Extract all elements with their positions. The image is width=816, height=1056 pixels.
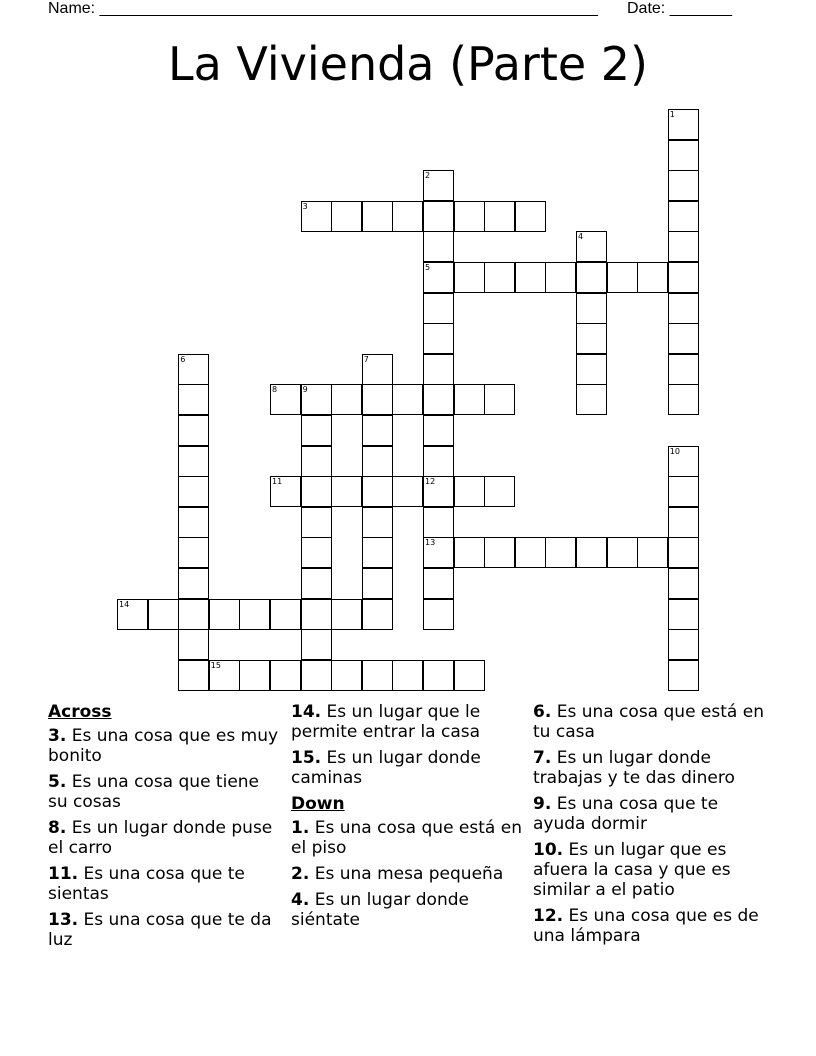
crossword-cell[interactable]: [454, 476, 485, 507]
crossword-cell[interactable]: [423, 323, 454, 354]
crossword-cell[interactable]: [576, 231, 607, 262]
crossword-cell[interactable]: [576, 354, 607, 385]
cell-number: 8: [272, 385, 278, 395]
crossword-cell[interactable]: [607, 262, 638, 293]
cell-number: 5: [425, 263, 431, 272]
crossword-cell[interactable]: [392, 476, 423, 507]
crossword-cell[interactable]: [423, 568, 454, 599]
cell-number: 13: [425, 538, 436, 548]
crossword-cell[interactable]: [423, 201, 454, 232]
crossword-cell[interactable]: [637, 537, 668, 568]
crossword-cell[interactable]: [545, 537, 576, 568]
crossword-cell[interactable]: [576, 384, 607, 415]
cell-number: 2: [425, 171, 431, 181]
crossword-cell[interactable]: [301, 660, 332, 691]
crossword-cell[interactable]: [454, 201, 485, 232]
crossword-cell[interactable]: [301, 446, 332, 477]
cell-number: 10: [669, 446, 680, 456]
crossword-cell[interactable]: [301, 201, 332, 232]
clue-text: Es una cosa que te sientas: [48, 864, 245, 904]
clue-number: 2.: [291, 864, 310, 884]
crossword-cell[interactable]: [515, 537, 546, 568]
crossword-cell[interactable]: [301, 476, 332, 507]
crossword-cell[interactable]: [117, 599, 148, 630]
cell-number: 6: [180, 354, 186, 364]
cell-number: 14: [119, 599, 130, 609]
clue-number: 9.: [533, 794, 552, 814]
crossword-cell[interactable]: [301, 384, 332, 415]
crossword-cell[interactable]: [423, 354, 454, 385]
crossword-cell[interactable]: [178, 354, 209, 385]
crossword-cell[interactable]: [209, 660, 240, 691]
clue-across-11: [48, 864, 284, 904]
crossword-cell[interactable]: [362, 568, 393, 599]
crossword-cell[interactable]: [423, 170, 454, 201]
crossword-cell[interactable]: [392, 201, 423, 232]
crossword-cell[interactable]: [668, 293, 699, 324]
clue-across-13: [48, 910, 284, 950]
cell-number: 4: [578, 232, 584, 242]
crossword-cell[interactable]: [668, 537, 699, 568]
crossword-cell[interactable]: [576, 293, 607, 324]
clue-down-9: [533, 794, 773, 834]
crossword-cell[interactable]: [454, 660, 485, 691]
crossword-cell[interactable]: [331, 201, 362, 232]
cell-number: 1: [669, 110, 675, 119]
crossword-cell[interactable]: [668, 140, 699, 171]
clue-down-10: [533, 840, 773, 900]
clue-number: 15.: [291, 748, 322, 768]
clue-down-1: [291, 818, 527, 858]
clue-across-5: [48, 772, 284, 812]
clue-text: Es un lugar donde caminas: [291, 748, 481, 788]
crossword-cell[interactable]: [301, 415, 332, 446]
clue-text: Es un lugar donde siéntate: [291, 890, 469, 930]
clue-down-7: [533, 748, 773, 788]
crossword-cell[interactable]: [331, 599, 362, 630]
down-heading: Down: [291, 794, 345, 814]
clue-number: 13.: [48, 910, 79, 930]
crossword-cell[interactable]: [362, 384, 393, 415]
clue-text: Es una cosa que te da luz: [48, 910, 272, 950]
crossword-cell[interactable]: [668, 231, 699, 262]
crossword-cell[interactable]: [270, 660, 301, 691]
crossword-cell[interactable]: [301, 629, 332, 660]
clue-across-15: [291, 748, 527, 788]
crossword-cell[interactable]: [178, 629, 209, 660]
crossword-cell[interactable]: [484, 384, 515, 415]
crossword-cell[interactable]: [484, 201, 515, 232]
clue-down-4: [291, 890, 527, 930]
cell-number: 12: [425, 477, 436, 487]
crossword-cell[interactable]: [270, 599, 301, 630]
crossword-cell[interactable]: [576, 537, 607, 568]
crossword-cell[interactable]: [668, 446, 699, 477]
crossword-cell[interactable]: [515, 262, 546, 293]
crossword-cell[interactable]: [239, 660, 270, 691]
crossword-cell[interactable]: [668, 476, 699, 507]
clue-down-12: [533, 906, 773, 946]
crossword-cell[interactable]: [668, 384, 699, 415]
clue-text: Es una cosa que es muy bonito: [48, 726, 279, 766]
clue-text: Es una cosa que está en tu casa: [533, 702, 764, 742]
crossword-cell[interactable]: [178, 415, 209, 446]
crossword-cell[interactable]: [423, 660, 454, 691]
clue-number: 6.: [533, 702, 552, 722]
clue-down-2: [291, 864, 527, 884]
puzzle-title: La Vivienda (Parte 2): [167, 37, 649, 91]
cell-number: 11: [272, 477, 283, 487]
crossword-cell[interactable]: [423, 293, 454, 324]
crossword-cell[interactable]: [454, 384, 485, 415]
crossword-cell[interactable]: [392, 384, 423, 415]
crossword-cell[interactable]: [362, 507, 393, 538]
crossword-cell[interactable]: [484, 476, 515, 507]
crossword-cell[interactable]: [362, 354, 393, 385]
crossword-cell[interactable]: [301, 568, 332, 599]
clue-across-14: [291, 702, 527, 742]
crossword-cell[interactable]: [423, 415, 454, 446]
clue-number: 5.: [48, 772, 67, 792]
crossword-cell[interactable]: [576, 262, 607, 293]
crossword-cell[interactable]: [301, 537, 332, 568]
clue-number: 3.: [48, 726, 67, 746]
crossword-cell[interactable]: [331, 476, 362, 507]
date-field-label: Date: _______: [627, 0, 732, 17]
cell-number: 7: [363, 354, 369, 364]
crossword-cell[interactable]: [668, 323, 699, 354]
crossword-cell[interactable]: [178, 446, 209, 477]
crossword-cell[interactable]: [362, 446, 393, 477]
crossword-cell[interactable]: [362, 599, 393, 630]
crossword-cell[interactable]: [545, 262, 576, 293]
crossword-cell[interactable]: [668, 262, 699, 293]
cell-number: 3: [302, 201, 308, 211]
clue-number: 12.: [533, 906, 564, 926]
crossword-cell[interactable]: [178, 568, 209, 599]
crossword-cell[interactable]: [668, 568, 699, 599]
crossword-cell[interactable]: [668, 599, 699, 630]
clue-number: 8.: [48, 818, 67, 838]
crossword-cell[interactable]: [668, 201, 699, 232]
crossword-cell[interactable]: [362, 660, 393, 691]
crossword-cell[interactable]: [362, 415, 393, 446]
name-field-label: Name: ________________________________________________________: [48, 0, 598, 17]
crossword-cell[interactable]: [607, 537, 638, 568]
clue-number: 7.: [533, 748, 552, 768]
crossword-cell[interactable]: [362, 476, 393, 507]
crossword-cell[interactable]: [423, 446, 454, 477]
crossword-cell[interactable]: [423, 476, 454, 507]
clue-text: Es un lugar que le permite entrar la casa: [291, 702, 481, 742]
clue-text: Es una cosa que te ayuda dormir: [533, 794, 719, 834]
crossword-cell[interactable]: [484, 262, 515, 293]
across-heading: Across: [48, 702, 112, 722]
crossword-cell[interactable]: [239, 599, 270, 630]
clue-text: Es una cosa que está en el piso: [291, 818, 522, 858]
crossword-cell[interactable]: [209, 599, 240, 630]
crossword-cell[interactable]: [178, 599, 209, 630]
crossword-cell[interactable]: [178, 660, 209, 691]
crossword-cell[interactable]: [178, 384, 209, 415]
clue-text: Es una cosa que es de una lámpara: [533, 906, 759, 946]
cell-number: 15: [210, 660, 221, 670]
crossword-cell[interactable]: [668, 660, 699, 691]
crossword-cell[interactable]: [454, 537, 485, 568]
crossword-cell[interactable]: [148, 599, 179, 630]
clue-number: 10.: [533, 840, 564, 860]
crossword-cell[interactable]: [362, 537, 393, 568]
crossword-cell[interactable]: [668, 629, 699, 660]
crossword-cell[interactable]: [637, 262, 668, 293]
crossword-cell[interactable]: [423, 507, 454, 538]
crossword-cell[interactable]: [576, 323, 607, 354]
clue-number: 14.: [291, 702, 322, 722]
crossword-cell[interactable]: [423, 599, 454, 630]
clue-text: Es un lugar donde trabajas y te das dinero: [533, 748, 735, 788]
clue-down-6: [533, 702, 773, 742]
crossword-cell[interactable]: [270, 384, 301, 415]
crossword-cell[interactable]: [454, 262, 485, 293]
clue-number: 4.: [291, 890, 310, 910]
cell-number: 9: [302, 385, 308, 395]
crossword-cell[interactable]: [668, 507, 699, 538]
clue-column-2: [291, 702, 527, 936]
crossword-cell[interactable]: [423, 231, 454, 262]
clue-across-8: [48, 818, 284, 858]
crossword-cell[interactable]: [392, 660, 423, 691]
crossword-cell[interactable]: [331, 660, 362, 691]
crossword-cell[interactable]: [423, 262, 454, 293]
crossword-cell[interactable]: [484, 537, 515, 568]
clue-number: 1.: [291, 818, 310, 838]
clue-text: Es un lugar que es afuera la casa y que es similar a el patio: [533, 840, 731, 900]
clue-number: 11.: [48, 864, 79, 884]
crossword-cell[interactable]: [178, 476, 209, 507]
crossword-cell[interactable]: [178, 537, 209, 568]
clue-text: Es una cosa que tiene su cosas: [48, 772, 260, 812]
crossword-cell[interactable]: [178, 507, 209, 538]
clue-text: Es un lugar donde puse el carro: [48, 818, 273, 858]
crossword-cell[interactable]: [301, 599, 332, 630]
crossword-cell[interactable]: [423, 537, 454, 568]
clue-column-3: [533, 702, 773, 952]
crossword-cell[interactable]: [515, 201, 546, 232]
crossword-cell[interactable]: [668, 354, 699, 385]
crossword-cell[interactable]: [331, 384, 362, 415]
crossword-cell[interactable]: [270, 476, 301, 507]
clue-column-1: [48, 702, 284, 956]
crossword-cell[interactable]: [423, 384, 454, 415]
crossword-cell[interactable]: [668, 109, 699, 140]
crossword-cell[interactable]: [362, 201, 393, 232]
clue-across-3: [48, 726, 284, 766]
crossword-cell[interactable]: [301, 507, 332, 538]
clue-text: Es una mesa pequeña: [309, 864, 504, 884]
crossword-cell[interactable]: [668, 170, 699, 201]
